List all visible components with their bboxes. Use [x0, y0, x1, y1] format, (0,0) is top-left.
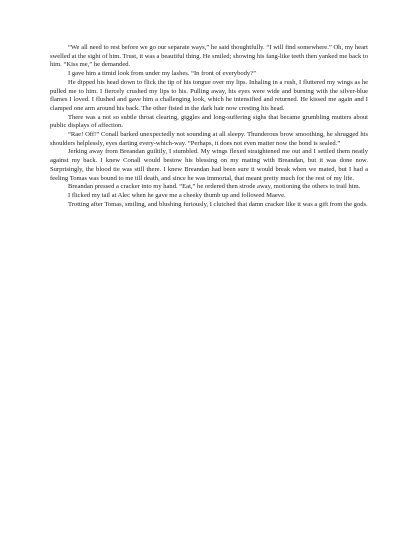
body-text: [50, 44, 368, 209]
paragraph: “We all need to rest before we go our separate ways,” he said thoughtfully. “I will find somewhere.” Oh, my heart swelled at the sight of him. Trust, it was a beautiful thing. He smiled; showing his fang-like teeth then yanked me back to him. “Kiss me,” he demanded.: [50, 44, 368, 69]
paragraph: I flicked my tail at Alec when he gave me a cheeky thumb up and followed Maeve.: [68, 191, 286, 199]
paragraph: I gave him a timid look from under my lashes. “In front of everybody?”: [68, 70, 256, 78]
paragraph: Breandan pressed a cracker into my hand. “Eat,” he ordered then strode away, motioning the others to trail him.: [68, 183, 361, 191]
paragraph: Jerking away from Breandan guiltily, I stumbled. My wings flexed straightened me out and I settled them neatly against my back. I knew Conall would bestow his blessing on my mating with Breandan, but it was done now. Surprisingly, the blood tie was still there. I knew Breandan had been sure it would break when we mated, but I had a feeling Tomas was bound to me till death, and since he was immortal, that meant pretty much for the rest of my life.: [50, 148, 368, 182]
paragraph: He dipped his head down to flick the tip of his tongue over my lips. Inhaling in a rush, I fluttered my wings as he pulled me to him. I fiercely crushed my lips to his. Pulling away, his eyes were wide and burning with the silver-blue flames I loved. I flushed and gave him a challenging look, which he intensified and returned. He kissed me again and I clamped one arm around his back. The other fisted in the dark hair now cresting his head.: [50, 78, 368, 112]
paragraph: Trotting after Tomas, smiling, and blushing furiously, I clutched that damn cracker like it was a gift from the gods.: [68, 200, 368, 208]
paragraph: There was a not so subtle throat clearing, giggles and long-suffering sighs that became grumbling mutters about public displays of affection.: [50, 113, 368, 130]
paragraph: “Rae! Off!” Conall barked unexpectedly not sounding at all sleepy. Thunderous brow smoothing, he shrugged his shoulders helplessly, eyes darting every-which-way. “Perhaps, it does not even matter now the bond is sealed.”: [50, 131, 368, 147]
